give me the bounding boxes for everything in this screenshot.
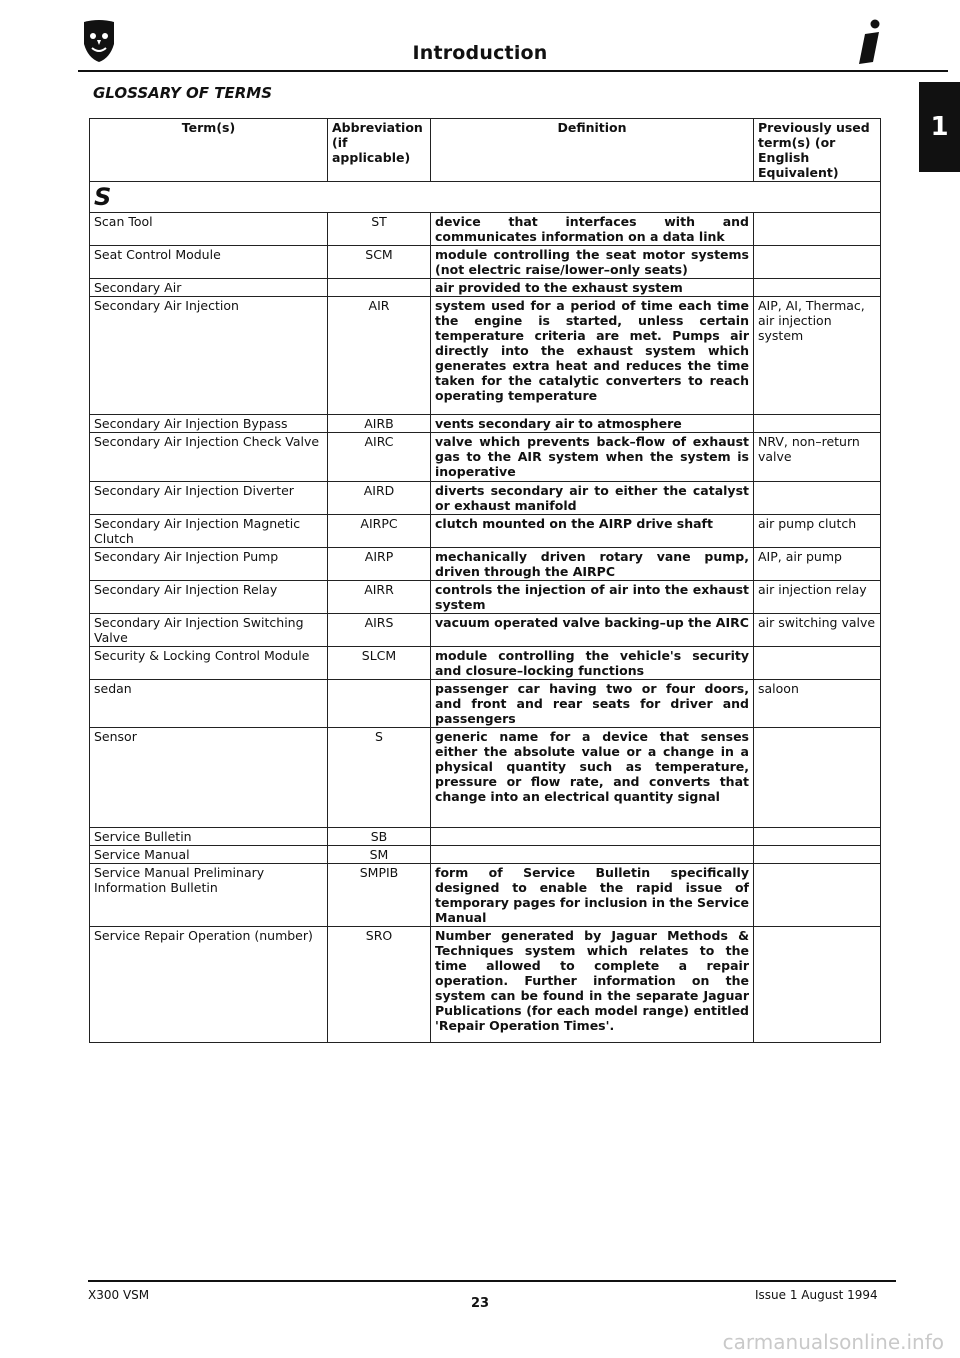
term-cell: Secondary Air Injection Check Valve: [90, 433, 328, 482]
term-cell: Secondary Air: [90, 279, 328, 297]
abbreviation-cell: SMPIB: [328, 864, 431, 927]
watermark: carmanualsonline.info: [722, 1330, 944, 1354]
definition-cell: valve which prevents back–flow of exhaust gas to the AIR system when the system is inoperative: [431, 433, 754, 482]
page-title: Introduction: [412, 42, 548, 64]
table-header-row: [90, 119, 881, 182]
definition-cell: air provided to the exhaust system: [431, 279, 754, 297]
previous-term-cell: NRV, non–return valve: [754, 433, 881, 482]
column-header-previous: Previously used term(s) (or English Equivalent): [754, 119, 881, 182]
letter-row: [90, 182, 881, 213]
previous-term-cell: [754, 213, 881, 246]
definition-cell: clutch mounted on the AIRP drive shaft: [431, 515, 754, 548]
footer-rule: [88, 1280, 896, 1282]
definition-cell: [431, 828, 754, 846]
definition-cell: controls the injection of air into the exhaust system: [431, 581, 754, 614]
abbreviation-cell: AIRR: [328, 581, 431, 614]
term-cell: Secondary Air Injection Magnetic Clutch: [90, 515, 328, 548]
definition-cell: form of Service Bulletin specifically designed to enable the rapid issue of temporary pages for inclusion in the Service Manual: [431, 864, 754, 927]
abbreviation-cell: S: [328, 728, 431, 828]
table-row: [90, 482, 881, 515]
table-row: [90, 728, 881, 828]
previous-term-cell: [754, 828, 881, 846]
definition-cell: Number generated by Jaguar Methods & Techniques system which relates to the time allowed to complete a repair operation. Further information on the system can be found in the separate Jaguar Publications (for each model range) entitled 'Repair Operation Times'.: [431, 927, 754, 1043]
previous-term-cell: [754, 864, 881, 927]
previous-term-cell: [754, 279, 881, 297]
glossary-table: [89, 118, 881, 1043]
definition-cell: vents secondary air to atmosphere: [431, 415, 754, 433]
previous-term-cell: air injection relay: [754, 581, 881, 614]
abbreviation-cell: AIRB: [328, 415, 431, 433]
abbreviation-cell: AIR: [328, 297, 431, 415]
abbreviation-cell: AIRC: [328, 433, 431, 482]
term-cell: Secondary Air Injection Bypass: [90, 415, 328, 433]
abbreviation-cell: AIRP: [328, 548, 431, 581]
info-i-icon: [855, 18, 885, 66]
abbreviation-cell: SRO: [328, 927, 431, 1043]
abbreviation-cell: SCM: [328, 246, 431, 279]
term-cell: Service Manual Preliminary Information Bulletin: [90, 864, 328, 927]
term-cell: Sensor: [90, 728, 328, 828]
term-cell: Service Manual: [90, 846, 328, 864]
chapter-tab: 1: [919, 82, 960, 172]
definition-cell: module controlling the seat motor systems (not electric raise/lower–only seats): [431, 246, 754, 279]
table-row: [90, 297, 881, 415]
table-row: [90, 828, 881, 846]
table-row: [90, 548, 881, 581]
table-row: [90, 846, 881, 864]
table-row: [90, 515, 881, 548]
abbreviation-cell: [328, 279, 431, 297]
definition-cell: mechanically driven rotary vane pump, driven through the AIRPC: [431, 548, 754, 581]
term-cell: Secondary Air Injection Diverter: [90, 482, 328, 515]
definition-cell: passenger car having two or four doors, and front and rear seats for driver and passengers: [431, 680, 754, 728]
table-row: [90, 927, 881, 1043]
table-row: [90, 614, 881, 647]
term-cell: Service Bulletin: [90, 828, 328, 846]
table-row: [90, 864, 881, 927]
previous-term-cell: [754, 647, 881, 680]
table-row: [90, 433, 881, 482]
definition-cell: vacuum operated valve backing–up the AIRC: [431, 614, 754, 647]
page-number: 23: [470, 1296, 490, 1311]
letter-heading: S: [90, 182, 881, 213]
definition-cell: [431, 846, 754, 864]
table-row: [90, 213, 881, 246]
abbreviation-cell: SLCM: [328, 647, 431, 680]
footer-manual-code: X300 VSM: [88, 1288, 150, 1302]
table-row: [90, 680, 881, 728]
definition-cell: system used for a period of time each time the engine is started, unless certain temperature criteria are met. Pumps air directly into the exhaust system which generates extra heat and reduces the time taken for the catalytic converters to reach operating temperature: [431, 297, 754, 415]
header-rule: [78, 70, 948, 72]
definition-cell: device that interfaces with and communicates information on a data link: [431, 213, 754, 246]
previous-term-cell: air pump clutch: [754, 515, 881, 548]
table-row: [90, 415, 881, 433]
term-cell: sedan: [90, 680, 328, 728]
definition-cell: module controlling the vehicle's security and closure–locking functions: [431, 647, 754, 680]
column-header-term: Term(s): [90, 119, 328, 182]
abbreviation-cell: SB: [328, 828, 431, 846]
previous-term-cell: [754, 482, 881, 515]
table-row: [90, 647, 881, 680]
table-row: [90, 246, 881, 279]
table-row: [90, 581, 881, 614]
term-cell: Secondary Air Injection Pump: [90, 548, 328, 581]
previous-term-cell: air switching valve: [754, 614, 881, 647]
term-cell: Seat Control Module: [90, 246, 328, 279]
term-cell: Service Repair Operation (number): [90, 927, 328, 1043]
abbreviation-cell: AIRD: [328, 482, 431, 515]
footer-issue: Issue 1 August 1994: [755, 1288, 878, 1302]
previous-term-cell: [754, 846, 881, 864]
column-header-abbreviation: Abbreviation (if applicable): [328, 119, 431, 182]
definition-cell: diverts secondary air to either the catalyst or exhaust manifold: [431, 482, 754, 515]
term-cell: Security & Locking Control Module: [90, 647, 328, 680]
abbreviation-cell: AIRPC: [328, 515, 431, 548]
previous-term-cell: [754, 927, 881, 1043]
section-title: GLOSSARY OF TERMS: [93, 84, 273, 102]
table-row: [90, 279, 881, 297]
previous-term-cell: AIP, air pump: [754, 548, 881, 581]
abbreviation-cell: [328, 680, 431, 728]
previous-term-cell: saloon: [754, 680, 881, 728]
previous-term-cell: [754, 415, 881, 433]
previous-term-cell: [754, 246, 881, 279]
abbreviation-cell: AIRS: [328, 614, 431, 647]
column-header-definition: Definition: [431, 119, 754, 182]
previous-term-cell: AIP, AI, Thermac, air injection system: [754, 297, 881, 415]
term-cell: Secondary Air Injection Switching Valve: [90, 614, 328, 647]
definition-cell: generic name for a device that senses either the absolute value or a change in a physical quantity such as temperature, pressure or flow rate, and converts that change into an electrical quantity signal: [431, 728, 754, 828]
term-cell: Secondary Air Injection Relay: [90, 581, 328, 614]
abbreviation-cell: SM: [328, 846, 431, 864]
term-cell: Secondary Air Injection: [90, 297, 328, 415]
abbreviation-cell: ST: [328, 213, 431, 246]
previous-term-cell: [754, 728, 881, 828]
term-cell: Scan Tool: [90, 213, 328, 246]
